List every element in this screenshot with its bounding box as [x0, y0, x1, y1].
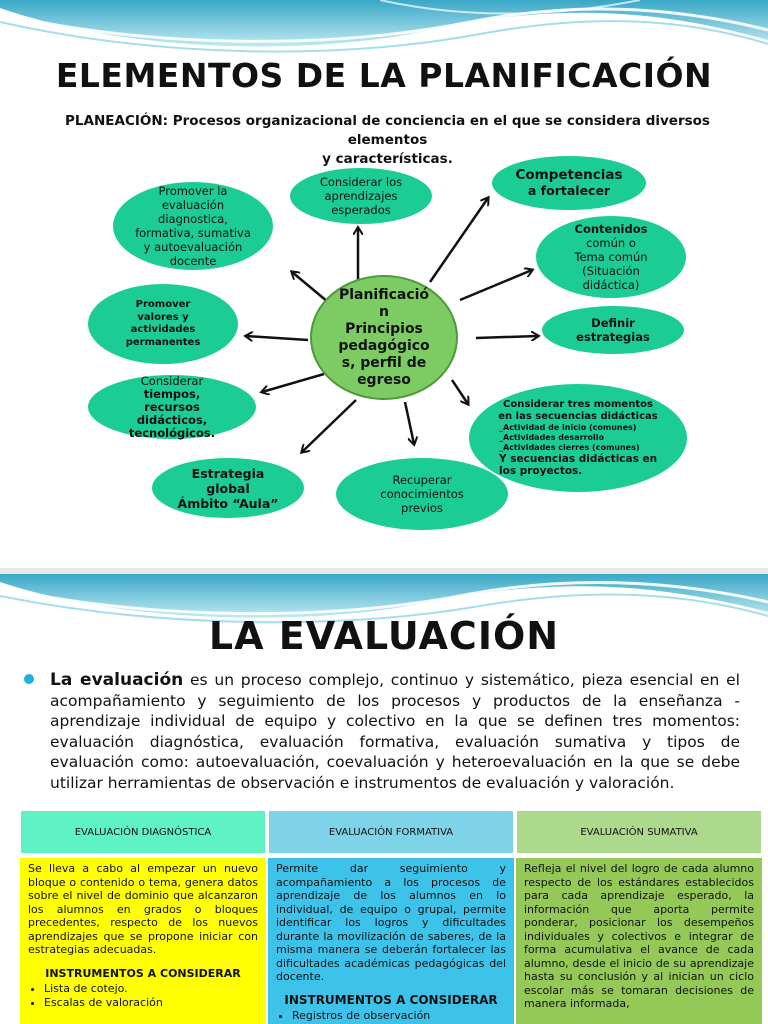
node-line: previos: [401, 501, 443, 515]
node-line: en las secuencias didácticas: [498, 411, 658, 422]
node-line: Competencias: [515, 167, 623, 183]
node-line: aprendizajes: [324, 189, 398, 203]
instruments-list: [28, 982, 258, 1010]
instruments-title: INSTRUMENTOS A CONSIDERAR: [284, 992, 498, 1007]
arrow-to-promover: [292, 272, 328, 302]
center-line: n: [379, 303, 389, 320]
cell-sumativa: [516, 858, 762, 1024]
node-line: y autoevaluación: [143, 240, 243, 254]
node-line: Recuperar: [392, 473, 452, 487]
header-formativa: EVALUACIÓN FORMATIVA: [268, 810, 514, 854]
node-considerar-tiempos: [88, 375, 256, 439]
node-line: didáctica): [582, 278, 640, 292]
node-line: _Actividades desarrollo: [499, 433, 604, 442]
arrow-to-estrategias: [476, 336, 538, 338]
page-title: ELEMENTOS DE LA PLANIFICACIÓN: [55, 56, 713, 95]
cell-diagnostica: [20, 858, 266, 1024]
node-line: global: [206, 480, 250, 496]
node-competencias: [492, 156, 646, 210]
node-line: docente: [169, 254, 217, 268]
cell-text: Refleja el nivel del logro de cada alumno respecto de los estándares establecidos para cada aprendizaje esperado, la información que aporta permite ponderar, posicionar los desempeños individuales y colectivos e integrar de forma acumulativa el avance de cada alumno, desde el inicio de su aprendizaje hasta su conclusión y al inician un ciclo escolar más se tomaran decisiones de manera informada,: [524, 862, 754, 1010]
node-estrategia-global: [152, 458, 304, 518]
cell-text: Se lleva a cabo al empezar un nuevo bloque o contenido o tema, genera datos sobre el nivel de dominio que alcanzaron los alumnos en grados o bloques precedentes, respecto de los nuevos aprendizajes que se propone iniciar con estrategias adecuadas.: [28, 862, 258, 956]
column-sumativa: [516, 810, 762, 1024]
node-line: Contenidos: [574, 222, 648, 236]
node-line: Promover: [135, 299, 191, 310]
node-line: tiempos,: [143, 386, 201, 401]
node-line: _Actividades cierres (comunes): [499, 443, 640, 452]
node-line: Ámbito “Aula”: [177, 495, 279, 511]
list-item: • Registros de observación: [292, 1009, 506, 1023]
node-line: los proyectos.: [499, 465, 583, 477]
node-line: permanentes: [125, 336, 201, 348]
section-title: LA EVALUACIÓN: [208, 614, 560, 658]
column-formativa: [268, 810, 514, 1024]
node-contenidos: [536, 216, 686, 298]
node-definir-estrategias: [542, 306, 684, 354]
node-promover-valores: [88, 284, 238, 364]
node-tres-momentos: [469, 384, 687, 492]
node-line: Estrategia: [191, 465, 265, 481]
center-line: s, perfil de: [341, 354, 427, 371]
node-line: Considerar los: [319, 175, 403, 189]
subtitle-line-2: y características.: [322, 151, 453, 167]
node-line: Definir: [591, 316, 635, 330]
node-center-planificacion: [310, 275, 458, 400]
node-line: a fortalecer: [527, 183, 611, 198]
center-line: Planificació: [338, 286, 430, 303]
arrow-to-tiempos: [262, 374, 324, 392]
cell-text: Permite dar seguimiento y acompañamiento a los procesos de aprendizaje de los alumnos en lo individual, de equipo o grupal, permite identificar los logros y dificultades durante la movilización de saberes, de la misma manera se deberán fortalecer las dificultades académicas pedagógicas del docente.: [276, 862, 506, 983]
subtitle-line-1: PLANEACIÓN: Procesos organizacional de conciencia en el que se considera diversos elementos: [65, 113, 710, 148]
list-item: • Lista de cotejo.: [44, 982, 258, 996]
node-line: evaluación: [161, 198, 225, 212]
node-line: estrategias: [576, 330, 650, 344]
instruments-title: INSTRUMENTOS A CONSIDERAR: [45, 966, 241, 980]
arrow-to-competencias: [430, 198, 488, 282]
node-line: común o: [586, 236, 636, 250]
bullet-icon: [24, 674, 34, 684]
instruments-list: [276, 1009, 506, 1023]
node-line: tecnológicos.: [128, 425, 216, 440]
node-considerar-aprendizajes: [290, 168, 432, 224]
node-line: didácticos,: [136, 412, 208, 427]
node-line: (Situación: [582, 264, 640, 278]
node-line: esperados: [331, 203, 391, 217]
arrow-to-estrategia-global: [302, 400, 356, 452]
paragraph-lead: La evaluación: [50, 670, 184, 690]
node-line: conocimientos: [380, 487, 464, 501]
node-line: formativa, sumativa: [135, 226, 251, 240]
header-sumativa: EVALUACIÓN SUMATIVA: [516, 810, 762, 854]
paragraph-body: es un proceso complejo, continuo y sistemático, pieza esencial en el acompañamiento y seguimiento de los procesos y productos de la enseñanza - aprendizaje individual de equipo y colectivo en la que se definen tres momentos: evaluación diagnóstica, evaluación formativa, evaluación sumativa y tipos de evaluación como: autoevaluación, coevaluación y heteroevaluación en la que se debe utilizar herramientas de observación e instrumentos de evaluación y valoración.: [50, 671, 740, 792]
node-line: valores y: [137, 311, 189, 323]
evaluation-table: [20, 810, 764, 1024]
cell-formativa: [268, 858, 514, 1024]
center-line: egreso: [357, 371, 411, 388]
header-diagnostica: EVALUACIÓN DIAGNÓSTICA: [20, 810, 266, 854]
arrow-to-valores: [246, 336, 308, 340]
wave-decoration-top: [0, 0, 768, 60]
center-line: pedagógico: [338, 337, 430, 354]
arrow-to-contenidos: [460, 270, 532, 300]
node-line: _Actividad de inicio (comunes): [499, 423, 637, 432]
node-recuperar: [336, 458, 508, 530]
node-line: Considerar: [140, 373, 204, 388]
arrow-to-recuperar: [405, 402, 414, 444]
slide-evaluacion: [0, 574, 768, 1024]
node-line: Y secuencias didácticas en: [499, 453, 658, 465]
node-line: Tema común: [574, 250, 648, 264]
node-line: actividades: [130, 324, 196, 335]
node-promover-evaluacion: [113, 182, 273, 270]
column-diagnostica: [20, 810, 266, 1024]
node-line: Promover la: [158, 184, 228, 198]
center-line: Principios: [345, 320, 423, 337]
node-line: Considerar tres momentos: [503, 399, 653, 410]
node-line: diagnostica,: [158, 212, 228, 226]
node-line: recursos: [144, 399, 200, 414]
list-item: • Escalas de valoración: [44, 996, 258, 1010]
evaluation-paragraph: [50, 670, 740, 793]
arrow-to-tres-momentos: [452, 380, 468, 404]
page-subtitle: [30, 112, 745, 169]
